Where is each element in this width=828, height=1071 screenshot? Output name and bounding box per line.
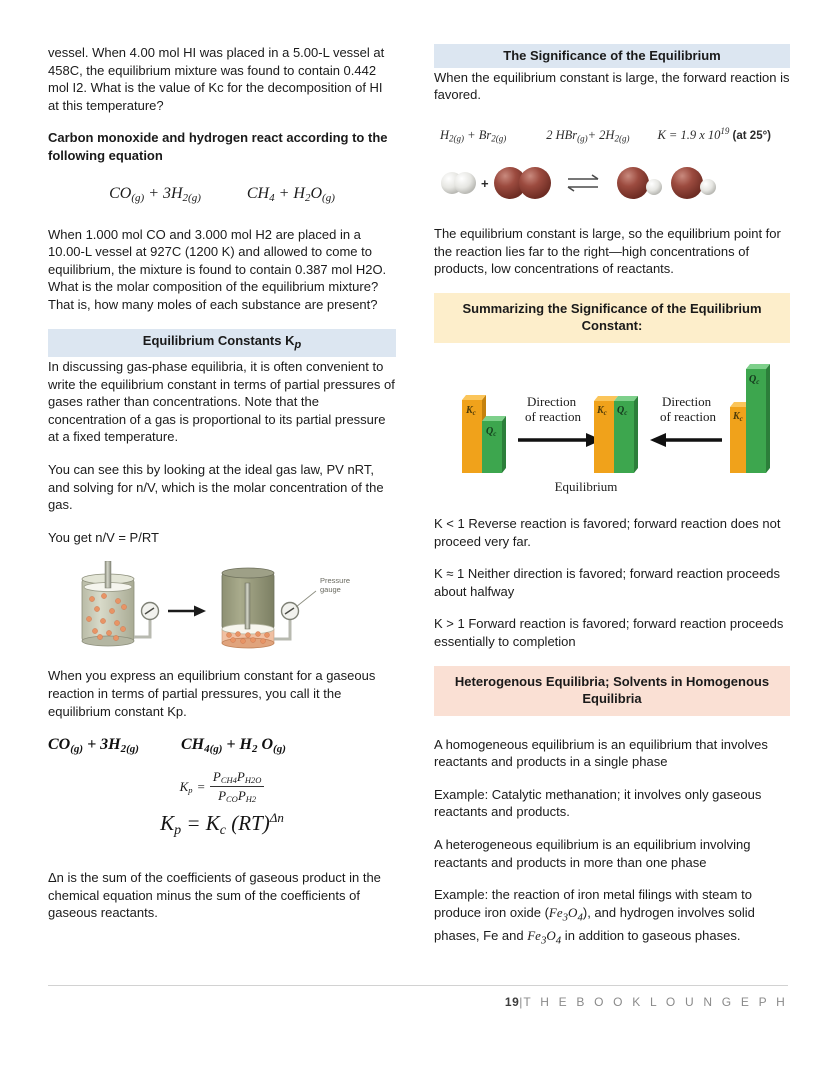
bar-label-qc-center: $Q_c$ bbox=[617, 404, 628, 417]
footer-divider bbox=[48, 985, 788, 986]
arrow-label-right-line2: of reaction bbox=[660, 408, 716, 424]
paragraph-large-constant: When the equilibrium constant is large, the forward reaction is favored. bbox=[434, 69, 790, 103]
equation-bold-reactants: $CO_{(g)} + 3H_{2(g)}$ bbox=[48, 736, 139, 756]
plus-sign: + bbox=[481, 176, 489, 192]
iron-example-part3: in addition to gaseous phases. bbox=[561, 927, 741, 943]
paragraph-example-catalytic: Example: Catalytic methanation; it involves only gaseous reactants and products. bbox=[434, 786, 762, 820]
kp-left-hand-side: Kp bbox=[179, 778, 193, 795]
footer-text bbox=[48, 995, 788, 1009]
pressure-gauge-label-line2: gauge bbox=[320, 585, 341, 595]
footer-page-number: 19 bbox=[504, 995, 520, 1009]
paragraph-lies-far-right: The equilibrium constant is large, so the equilibrium point for the reaction lies far to the right—high concentrations of products, low concentrations of reactants. bbox=[434, 226, 781, 277]
paragraph-k-less-than-one: K < 1 Reverse reaction is favored; forward reaction does not proceed very far. bbox=[434, 515, 781, 549]
kp-numerator: PCH4PH2O bbox=[210, 769, 265, 787]
iron-example-part1: Example: the reaction of iron metal filings with steam to produce iron oxide ( bbox=[434, 887, 752, 920]
equation-products-side: $CH_4 + H_2O_{(g)}$ bbox=[246, 184, 335, 204]
figure-piston-pressure-gauge bbox=[48, 561, 396, 653]
piston-diagram-svg bbox=[72, 561, 372, 653]
heading-carbon-monoxide: Carbon monoxide and hydrogen react according to the following equation bbox=[48, 130, 388, 163]
chart-group-right bbox=[730, 364, 770, 473]
chart-group-center bbox=[594, 396, 638, 473]
bar-label-kc-center: $K_c$ bbox=[597, 404, 607, 417]
arrow-label-left-line1: Direction bbox=[527, 393, 577, 409]
paragraph-homogeneous-definition: A homogeneous equilibrium is an equilibrium that involves reactants and products in a single phase bbox=[434, 736, 768, 770]
section-header-summarizing-significance: Summarizing the Significance of the Equilibrium Constant: bbox=[434, 293, 790, 343]
chart-caption-equilibrium: Equilibrium bbox=[554, 478, 618, 494]
hbr-reactants: $H_{2(g)} + Br_{2(g)}$ bbox=[440, 127, 507, 144]
process-arrow bbox=[168, 606, 206, 617]
equilibrium-arrow-icon bbox=[568, 175, 598, 191]
equation-kp-expression bbox=[48, 769, 396, 804]
bar-label-qc-left: $Q_c$ bbox=[486, 425, 497, 438]
molecule-hbr-2 bbox=[671, 167, 716, 199]
page-footer bbox=[48, 985, 788, 1019]
bar-label-kc-left: $K_c$ bbox=[466, 404, 476, 417]
molecule-hbr-1 bbox=[617, 167, 662, 199]
left-cylinder-group bbox=[82, 561, 159, 646]
chart-group-left bbox=[462, 395, 506, 473]
hbr-k-value: K = 1.9 x $10^{19}$ (at 25°) bbox=[657, 125, 772, 142]
kp-denominator: PCOPH2 bbox=[218, 788, 257, 805]
hbr-products: 2 $HBr_{(g)}+ 2H_{2(g)}$ bbox=[546, 127, 630, 144]
bar-label-kc-right: $K_c$ bbox=[733, 410, 743, 423]
footer-separator: | bbox=[519, 995, 524, 1009]
paragraph-ideal-gas-law: You can see this by looking at the ideal gas law, PV nRT, and solving for n/V, which is the molar concentration of the gas. bbox=[48, 462, 384, 513]
paragraph-vessel-problem: vessel. When 4.00 mol HI was placed in a 5.00-L vessel at 458C, the equilibrium mixture was found to contain 0.442 mol I2. What is the value of Kc for the decomposition of HI at this temperature? bbox=[48, 45, 385, 113]
molecule-h2 bbox=[441, 172, 476, 194]
section-header-equilibrium-constants-kp bbox=[48, 329, 396, 358]
bar-label-qc-right: $Q_c$ bbox=[749, 373, 760, 386]
arrow-label-left-line2: of reaction bbox=[525, 408, 581, 424]
iron-example-formula1: $Fe_3O_4$ bbox=[548, 904, 583, 924]
chart-arrow-right bbox=[518, 394, 602, 447]
kp-fraction bbox=[210, 769, 265, 804]
paragraph-k-approx-one: K ≈ 1 Neither direction is favored; forward reaction proceeds about halfway bbox=[434, 566, 781, 599]
arrow-label-right-line1: Direction bbox=[662, 393, 712, 409]
equation-reactants-side: $CO_{(g)} + 3H_{2(g)}$ bbox=[109, 184, 201, 204]
paragraph-heterogeneous-definition: A heterogeneous equilibrium is an equilibrium involving reactants and products in more than one phase bbox=[434, 836, 751, 870]
paragraph-delta-n-definition: Δn is the sum of the coefficients of gaseous product in the chemical equation minus the sum of the coefficients of gaseous reactants. bbox=[48, 870, 381, 921]
iron-example-part2: ), and hydrogen involves solid phases, Fe and bbox=[434, 904, 755, 943]
section-header-significance-equilibrium: The Significance of the Equilibrium bbox=[434, 44, 790, 68]
equation-co-h2-reaction bbox=[48, 185, 396, 204]
figure-molecular-equilibrium bbox=[434, 157, 790, 213]
left-column bbox=[48, 44, 396, 1020]
paragraph-you-get-formula: You get n/V = P/RT bbox=[48, 529, 159, 545]
molecule-br2 bbox=[494, 167, 551, 199]
section-header-heterogenous-equilibria: Heterogenous Equilibria; Solvents in Homogenous Equilibria bbox=[434, 666, 790, 716]
header-label-kp-subscript: p bbox=[294, 338, 302, 351]
footer-brand: T H E B O O K L O U N G E P H bbox=[523, 995, 788, 1009]
right-cylinder-group bbox=[222, 568, 316, 648]
iron-example-formula2: $Fe_3O_4$ bbox=[527, 927, 562, 947]
paragraph-express-kp: When you express an equilibrium constant for a gaseous reaction in terms of partial pressures, you call it the equilibrium constant Kp. bbox=[48, 668, 376, 719]
kp-kc-relation-text: $K_p = K_c$ (RT)$^{\Delta n}$ bbox=[160, 810, 284, 839]
paragraph-molar-composition: When 1.000 mol CO and 3.000 mol H2 are placed in a 10.00-L vessel at 927C (1200 K) and allowed to come to equilibrium, the mixture is found to contain 0.387 mol H2O. What is the molar composition of the equilibrium mixture? That is, how many moles of each substance are present? bbox=[48, 226, 387, 312]
header-label-kp: Equilibrium Constants K bbox=[142, 332, 295, 348]
paragraph-example-iron-oxide bbox=[434, 886, 790, 950]
kp-equals-sign: = bbox=[197, 778, 205, 794]
right-column bbox=[434, 44, 790, 1020]
figure-kc-qc-bar-chart bbox=[434, 359, 790, 501]
pressure-gauge-label-line1: Pressure bbox=[320, 576, 351, 586]
chart-arrow-left bbox=[650, 394, 722, 447]
equation-kp-kc-relation bbox=[48, 810, 396, 839]
paragraph-gas-phase-equilibria: In discussing gas-phase equilibria, it is often convenient to write the equilibrium constant in terms of partial pressures of gases rather than concentrations. Note that the concentration of a gas is proportional to its partial pressure at a fixed temperature. bbox=[48, 359, 395, 445]
paragraph-k-greater-than-one: K > 1 Forward reaction is favored; forward reaction proceeds essentially to completion bbox=[434, 616, 784, 649]
equation-methanation-bold bbox=[48, 736, 396, 755]
kc-qc-chart-svg bbox=[434, 359, 786, 501]
equation-hbr-formation bbox=[434, 126, 790, 144]
equation-bold-products: $CH_{4(g)} + H_2$ $O_{(g)}$ bbox=[180, 736, 286, 756]
molecule-diagram-svg bbox=[434, 157, 734, 213]
